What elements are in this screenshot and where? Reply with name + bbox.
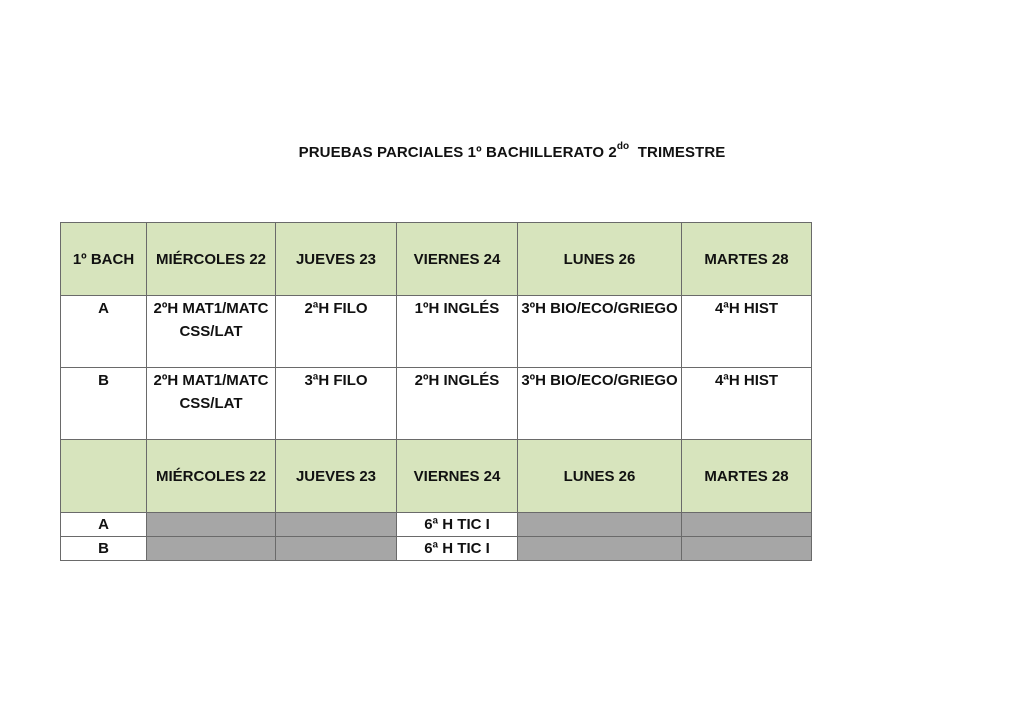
page-title: [0, 143, 1024, 161]
blocked-cell: [147, 537, 276, 561]
header-row-second: [61, 440, 812, 513]
header-day-mon: LUNES 26: [518, 223, 682, 296]
header-day-wed: MIÉRCOLES 22: [147, 440, 276, 513]
blocked-cell: [518, 537, 682, 561]
cell-mon: 3ºH BIO/ECO/GRIEGO: [518, 368, 682, 440]
header-day-wed: MIÉRCOLES 22: [147, 223, 276, 296]
cell-fri: 1ºH INGLÉS: [397, 296, 518, 368]
header-group-empty: [61, 440, 147, 513]
header-day-fri: VIERNES 24: [397, 440, 518, 513]
cell-mon: 3ºH BIO/ECO/GRIEGO: [518, 296, 682, 368]
blocked-cell: [276, 537, 397, 561]
cell-fri: 6ª H TIC I: [397, 537, 518, 561]
schedule-table: [60, 222, 812, 561]
cell-fri: 6ª H TIC I: [397, 513, 518, 537]
table-row: [61, 296, 812, 368]
blocked-cell: [682, 513, 812, 537]
header-day-thu: JUEVES 23: [276, 440, 397, 513]
row-group: B: [61, 537, 147, 561]
table-row: [61, 537, 812, 561]
header-day-tue: MARTES 28: [682, 223, 812, 296]
row-group: B: [61, 368, 147, 440]
header-day-tue: MARTES 28: [682, 440, 812, 513]
cell-wed: 2ºH MAT1/MATCCSS/LAT: [147, 296, 276, 368]
blocked-cell: [518, 513, 682, 537]
title-superscript: do: [616, 141, 630, 152]
header-day-mon: LUNES 26: [518, 440, 682, 513]
header-day-fri: VIERNES 24: [397, 223, 518, 296]
row-group: A: [61, 513, 147, 537]
header-day-thu: JUEVES 23: [276, 223, 397, 296]
title-main: PRUEBAS PARCIALES 1º BACHILLERATO 2: [298, 144, 617, 161]
title-rest: TRIMESTRE: [629, 144, 726, 161]
cell-tue: 4ªH HIST: [682, 296, 812, 368]
table-row: [61, 513, 812, 537]
cell-thu: 2ªH FILO: [276, 296, 397, 368]
cell-tue: 4ªH HIST: [682, 368, 812, 440]
cell-thu: 3ªH FILO: [276, 368, 397, 440]
row-group: A: [61, 296, 147, 368]
blocked-cell: [682, 537, 812, 561]
blocked-cell: [276, 513, 397, 537]
table-row: [61, 368, 812, 440]
header-row: [61, 223, 812, 296]
cell-wed: 2ºH MAT1/MATCCSS/LAT: [147, 368, 276, 440]
cell-fri: 2ºH INGLÉS: [397, 368, 518, 440]
header-group: 1º BACH: [61, 223, 147, 296]
blocked-cell: [147, 513, 276, 537]
